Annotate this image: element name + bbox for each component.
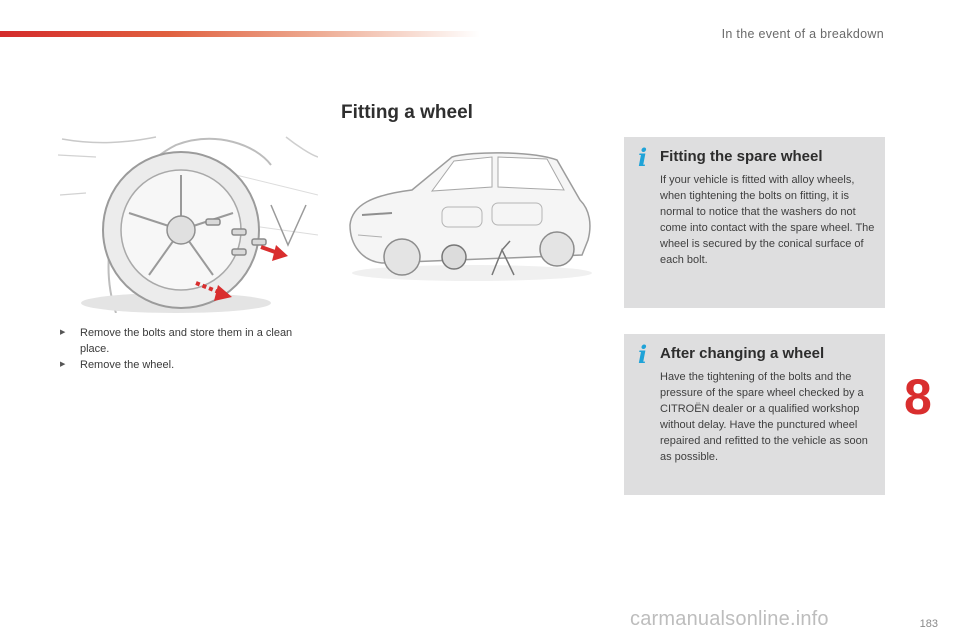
- step-remove-bolts: ▶ Remove the bolts and store them in a clean place.: [59, 325, 321, 357]
- step-remove-wheel: ▶ Remove the wheel.: [59, 357, 321, 373]
- chapter-number: 8: [904, 369, 932, 425]
- watermark-text: carmanualsonline.info: [630, 608, 829, 630]
- info-box-after-changing: [624, 334, 885, 495]
- info-icon: i: [638, 340, 648, 369]
- info-box-body: Have the tightening of the bolts and the pressure of the spare wheel checked by a CITROËN dealer or a qualified workshop without delay. Have the punctured wheel repaired and refitted to the vehicle as soon as possible.: [660, 371, 868, 463]
- page-title: Fitting a wheel: [341, 102, 473, 123]
- page-number: 183: [919, 618, 938, 630]
- info-box-body: If your vehicle is fitted with alloy wheels, when tightening the bolts on fitting, it is normal to notice that the washers do not come into contact with the spare wheel. The wheel is secured by the conical surface of each bolt.: [660, 174, 875, 266]
- header-accent-bar: [0, 31, 480, 37]
- section-title: In the event of a breakdown: [721, 27, 884, 41]
- instruction-steps: [59, 325, 321, 373]
- info-box-heading: After changing a wheel: [660, 345, 825, 362]
- wheel-removal-illustration: [56, 135, 318, 313]
- info-box-spare-wheel: [624, 137, 885, 308]
- info-icon: i: [638, 143, 648, 172]
- info-box-heading: Fitting the spare wheel: [660, 148, 823, 165]
- car-on-jack-illustration: [342, 145, 594, 288]
